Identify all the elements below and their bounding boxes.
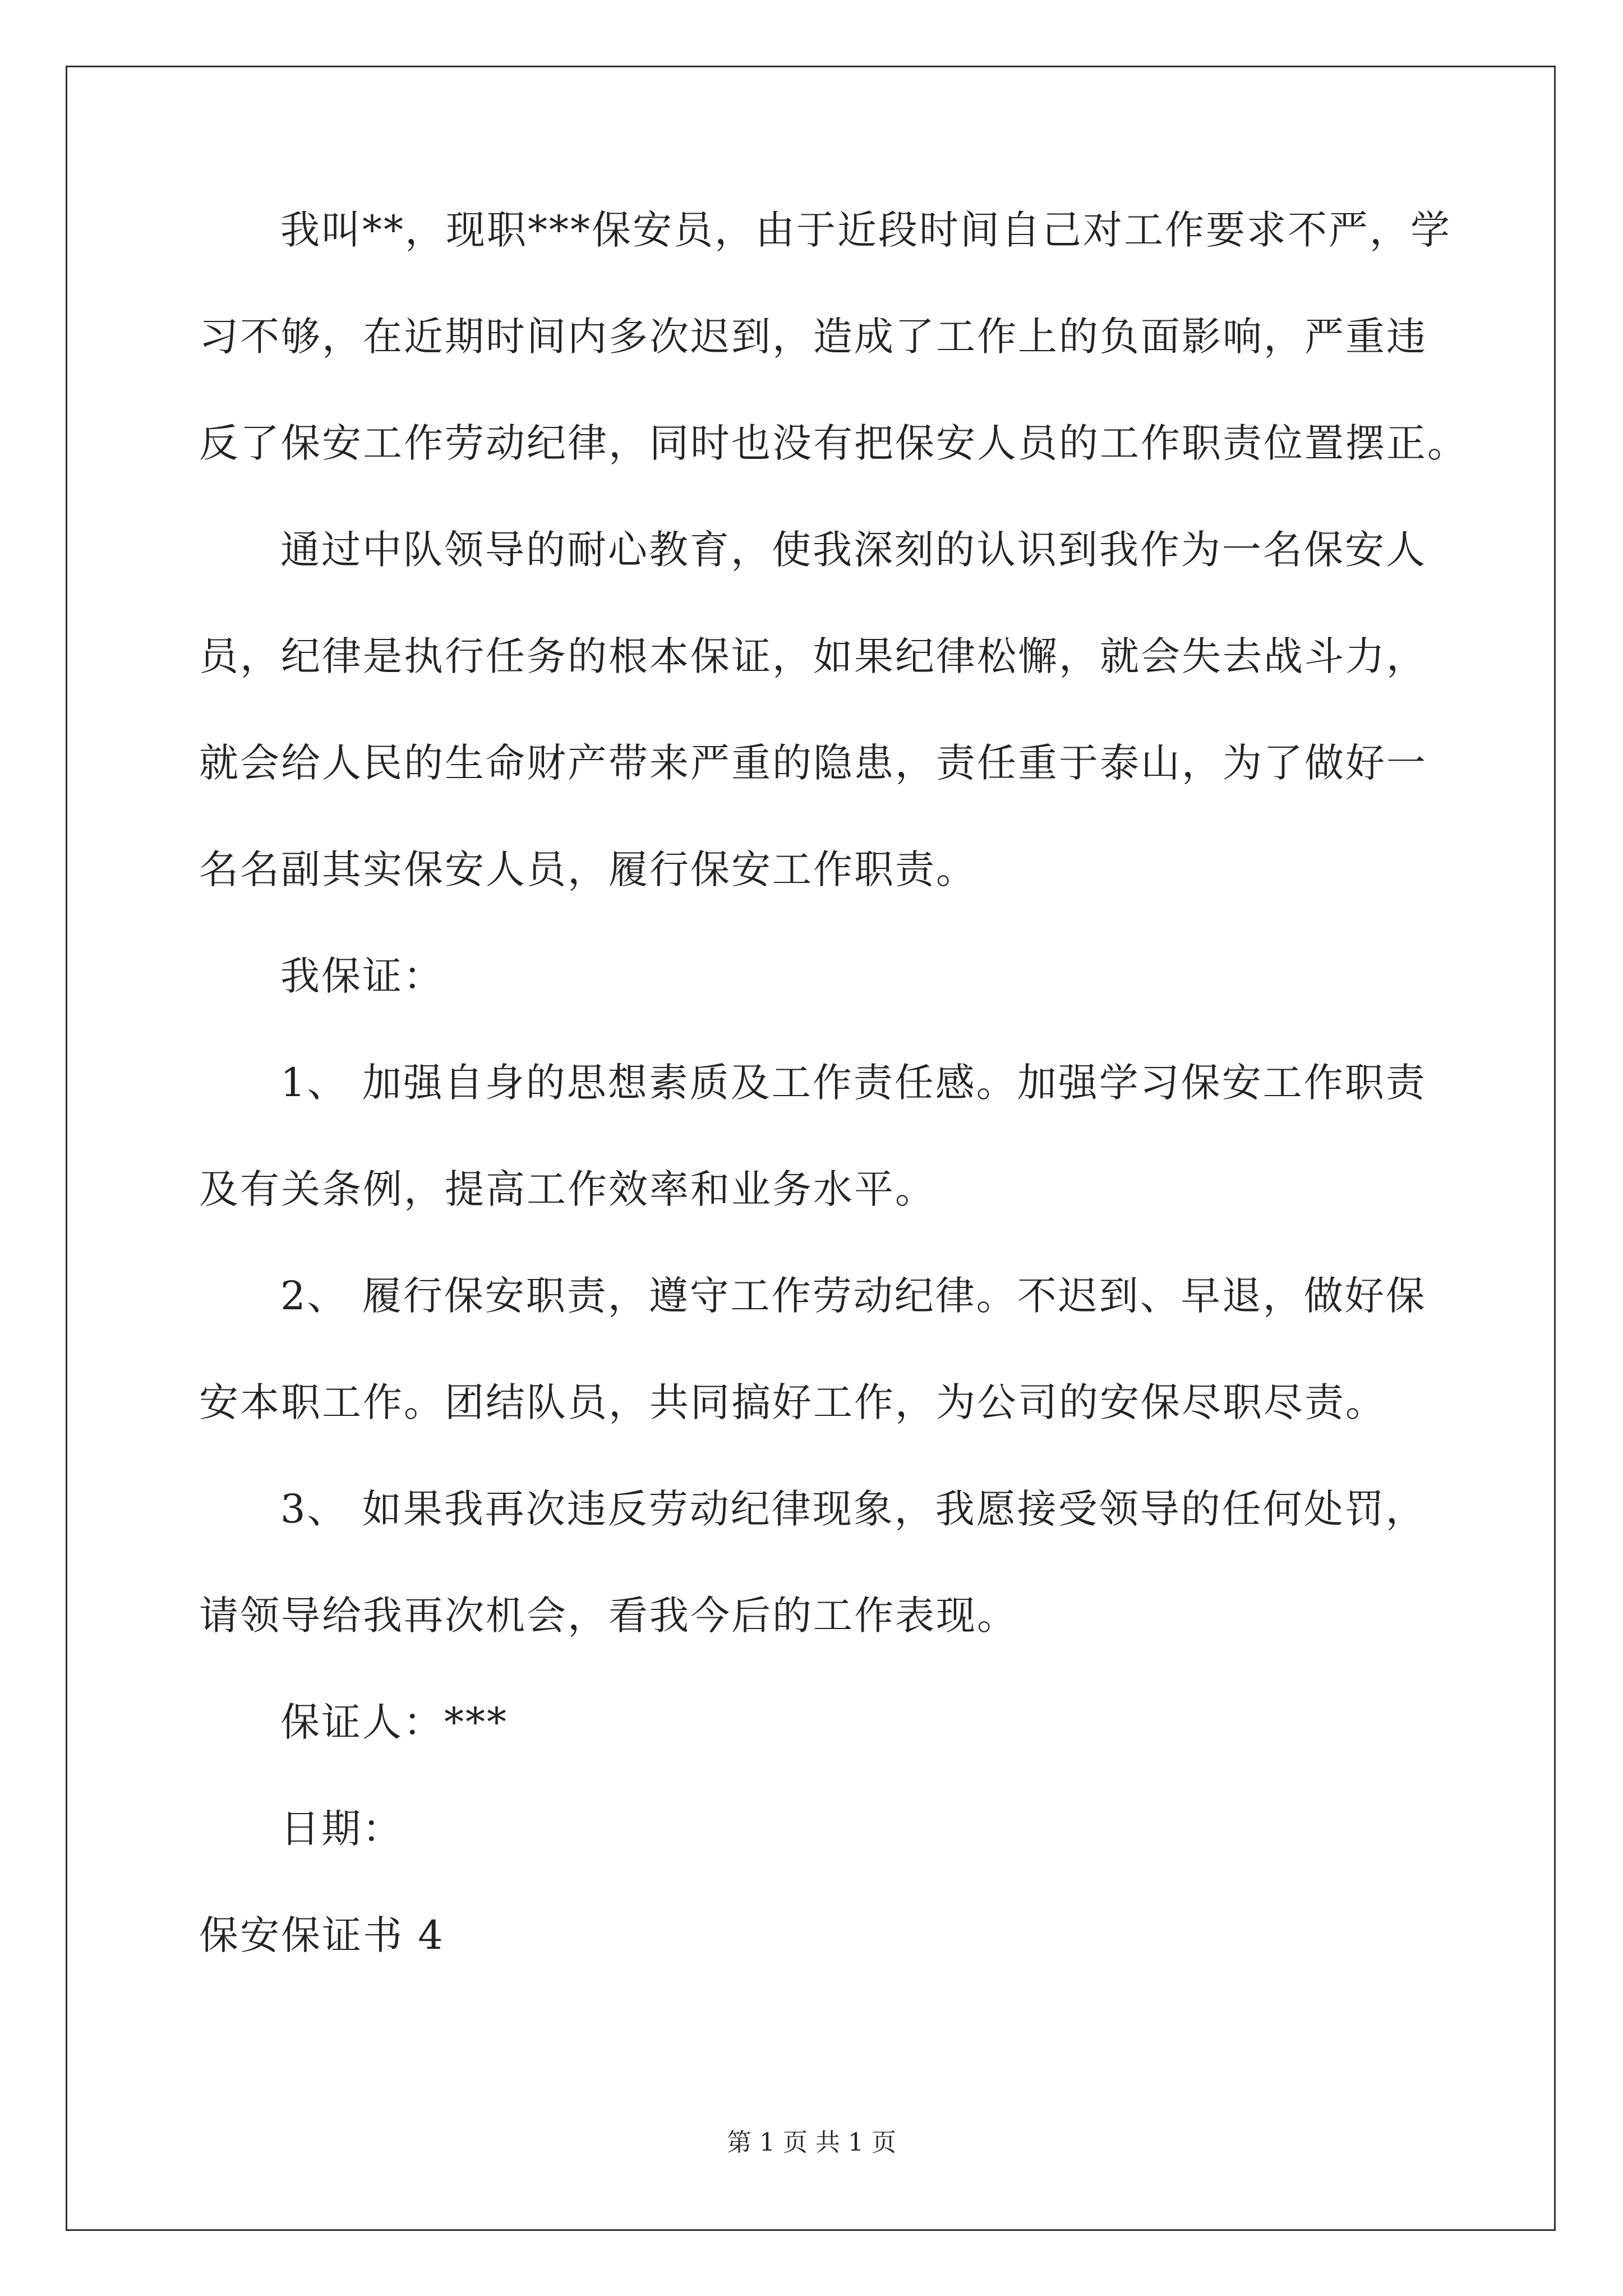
text-line: 反了保安工作劳动纪律，同时也没有把保安人员的工作职责位置摆正。 [199,420,1468,466]
text-line: 1、 加强自身的思想素质及工作责任感。加强学习保安工作职责 [280,1060,1427,1106]
text-line: 3、 如果我再次违反劳动纪律现象，我愿接受领导的任何处罚， [280,1486,1427,1532]
text-line: 2、 履行保安职责，遵守工作劳动纪律。不迟到、早退，做好保 [280,1273,1427,1319]
page-footer: 第 1 页 共 1 页 [727,2128,896,2157]
text-line: 请领导给我再次机会，看我今后的工作表现。 [199,1593,1018,1639]
text-line: 我保证： [280,953,444,999]
text-line: 名名副其实保安人员，履行保安工作职责。 [199,846,977,892]
text-line: 及有关条例，提高工作效率和业务水平。 [199,1166,936,1212]
text-line: 我叫**，现职***保安员，由于近段时间自己对工作要求不严，学 [280,207,1451,253]
text-line: 安本职工作。团结队员，共同搞好工作，为公司的安保尽职尽责。 [199,1379,1386,1425]
text-line: 员，纪律是执行任务的根本保证，如果纪律松懈，就会失去战斗力， [199,633,1427,679]
date-line: 日期： [280,1806,403,1852]
page-border [66,66,1556,2231]
section-heading: 保安保证书 4 [199,1912,445,1958]
signature-line: 保证人：*** [280,1699,508,1745]
text-line: 通过中队领导的耐心教育，使我深刻的认识到我作为一名保安人 [280,527,1427,573]
text-line: 就会给人民的生命财产带来严重的隐患，责任重于泰山，为了做好一 [199,740,1427,786]
text-line: 习不够，在近期时间内多次迟到，造成了工作上的负面影响，严重违 [199,314,1427,360]
